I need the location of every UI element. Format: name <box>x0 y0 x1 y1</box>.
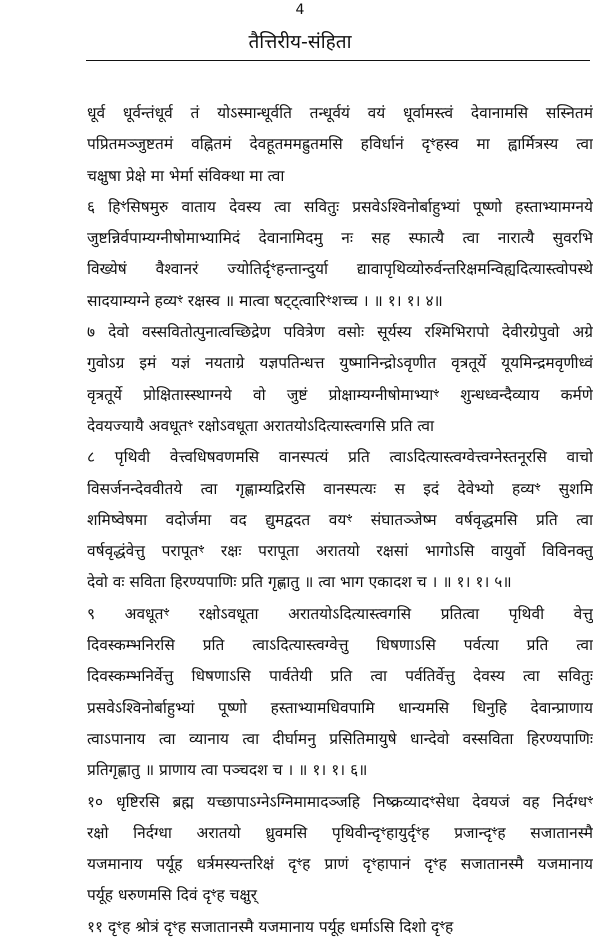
title-divider <box>86 60 590 61</box>
text-line: शमिष्वेषमा वदोर्जमा वद द्युमद्वदत वयꣳ संघातञ्जेष्म वर्षवृद्धमसि प्रति त्वा <box>87 510 593 529</box>
text-line: जुष्टन्निर्वपाम्यग्नीषोमाभ्यामिदं देवानामिदमु नः सह स्फात्यै त्वा नारात्यै सुवरभि <box>87 229 593 248</box>
text-line: ९ अवधूतꣳ रक्षोऽवधूता अरातयोऽदित्यास्त्वगसि प्रतित्वा पृथिवी वेत्तु <box>87 604 593 623</box>
text-line: दिवस्कम्भनिरसि प्रति त्वाऽदित्यास्त्वग्वेत्तु धिषणाऽसि पर्वत्या प्रति त्वा <box>87 636 593 655</box>
text-line: गुवोऽग्र इमं यज्ञं नयताग्रे यज्ञपतिन्धत्त युष्मानिन्द्रोऽवृणीत वृत्रतूर्ये यूयमिन्द्रमवृणीध्वं <box>87 354 593 373</box>
text-line: यजमानाय पर्यूह धर्त्रमस्यन्तरिक्षं दृꣳह प्राणं दृꣳहापानं दृꣳह सजातानस्मै यजमानाय <box>87 855 593 874</box>
text-line: विख्येषं वैश्वानरं ज्योतिर्दृꣳहन्तान्दुर्या द्यावापृथिव्योरुर्वन्तरिक्षमन्विह्यदित्यास्त्वोपस्थे <box>87 260 593 279</box>
text-line: प्रसवेऽश्विनोर्बाहुभ्यां पूष्णो हस्ताभ्यामधिवपामि धान्यमसि धिनुहि देवान्प्राणाय <box>87 698 593 717</box>
text-line: वृत्रतूर्ये प्रोक्षितास्स्थाग्नये वो जुष्टं प्रोक्षाम्यग्नीषोमाभ्याꣳ शुन्धध्वन्दैव्याय कर्मणे <box>87 385 593 404</box>
text-line: दिवस्कम्भनिर्वेत्तु धिषणाऽसि पार्वतेयी प्रति त्वा पर्वतिर्वेत्तु देवस्य त्वा सवितुः <box>87 667 593 686</box>
text-line: त्वाऽपानाय त्वा व्यानाय त्वा दीर्घामनु प्रसितिमायुषे धान्देवो वस्सविता हिरण्यपाणिः <box>87 729 593 748</box>
text-line: सादयाम्यग्ने हव्यꣳ रक्षस्व ॥ मात्वा षट्ट्त्वारिꣳशच्च । ॥ १। १। ४॥ <box>87 291 443 310</box>
sanskrit-text-block <box>87 98 593 943</box>
text-line: देवो वः सविता हिरण्यपाणिः प्रति गृह्णातु ॥ त्वा भाग एकादश च । ॥ १। १। ५॥ <box>87 573 512 592</box>
page-title: तैत्तिरीय-संहिता <box>248 31 352 53</box>
text-line: ६ हिꣳसिषमुरु वाताय देवस्य त्वा सवितुः प्रसवेऽश्विनोर्बाहुभ्यां पूष्णो हस्ताभ्यामग्नये <box>87 197 593 216</box>
text-line: रक्षो निर्दग्धा अरातयो ध्रुवमसि पृथिवीन्दृꣳहायुर्दृꣳह प्रजान्दृꣳह सजातानस्मै <box>87 823 593 842</box>
text-line: पर्यूह धरुणमसि दिवं दृꣳह चक्षुर् <box>87 886 257 905</box>
text-line: पप्रितमञ्जुष्टतमं वह्नितमं देवहूतममह्रुतमसि हविर्धानं दृꣳहस्व मा ह्वार्मित्रस्य त्वा <box>87 135 593 154</box>
text-line: वर्षवृद्धंवेत्तु परापूतꣳ रक्षः परापूता अरातयो रक्षसां भागोऽसि वायुर्वो विविनक्तु <box>87 542 593 561</box>
text-line: देवयज्यायै अवधूतꣳ रक्षोऽवधूता अरातयोऽदित्यास्त्वगसि प्रति त्वा <box>87 416 435 435</box>
text-line: चक्षुषा प्रेक्षे मा भेर्मा संविक्था मा त्वा <box>87 166 285 185</box>
text-line: ८ पृथिवी वेत्त्वधिषवणमसि वानस्पत्यं प्रति त्वाऽदित्यास्त्वग्वेत्त्वग्नेस्तनूरसि वाचो <box>87 448 593 467</box>
text-line: १० धृष्टिरसि ब्रह्म यच्छापाऽग्नेऽग्निमामादञ्जहि निष्क्रव्यादꣳसेधा देवयजं वह निर्दग्धꣳ <box>87 792 593 811</box>
text-line: ७ देवो वस्सवितोत्पुनात्वच्छिद्रेण पवित्रेण वसोः सूर्यस्य रश्मिभिरापो देवीरग्रेपुवो अग्रे <box>87 323 593 342</box>
text-line: प्रतिगृह्णातु ॥ प्राणाय त्वा पञ्चदश च । ॥ १। १। ६॥ <box>87 761 368 780</box>
text-line: विसर्जनन्देववीतये त्वा गृह्णाम्यद्रिरसि वानस्पत्यः स इदं देवेभ्यो हव्यꣳ सुशमि <box>87 479 593 498</box>
text-line: ११ दृꣳह श्रोत्रं दृꣳह सजातानस्मै यजमानाय पर्यूह धर्माऽसि दिशो दृꣳह <box>87 917 454 936</box>
page-number: 4 <box>295 2 305 18</box>
text-line: धूर्व धूर्वन्तंधूर्व तं योऽस्मान्धूर्वति तन्धूर्वयं वयं धूर्वामस्त्वं देवानामसि सस्नितमं <box>87 104 593 122</box>
